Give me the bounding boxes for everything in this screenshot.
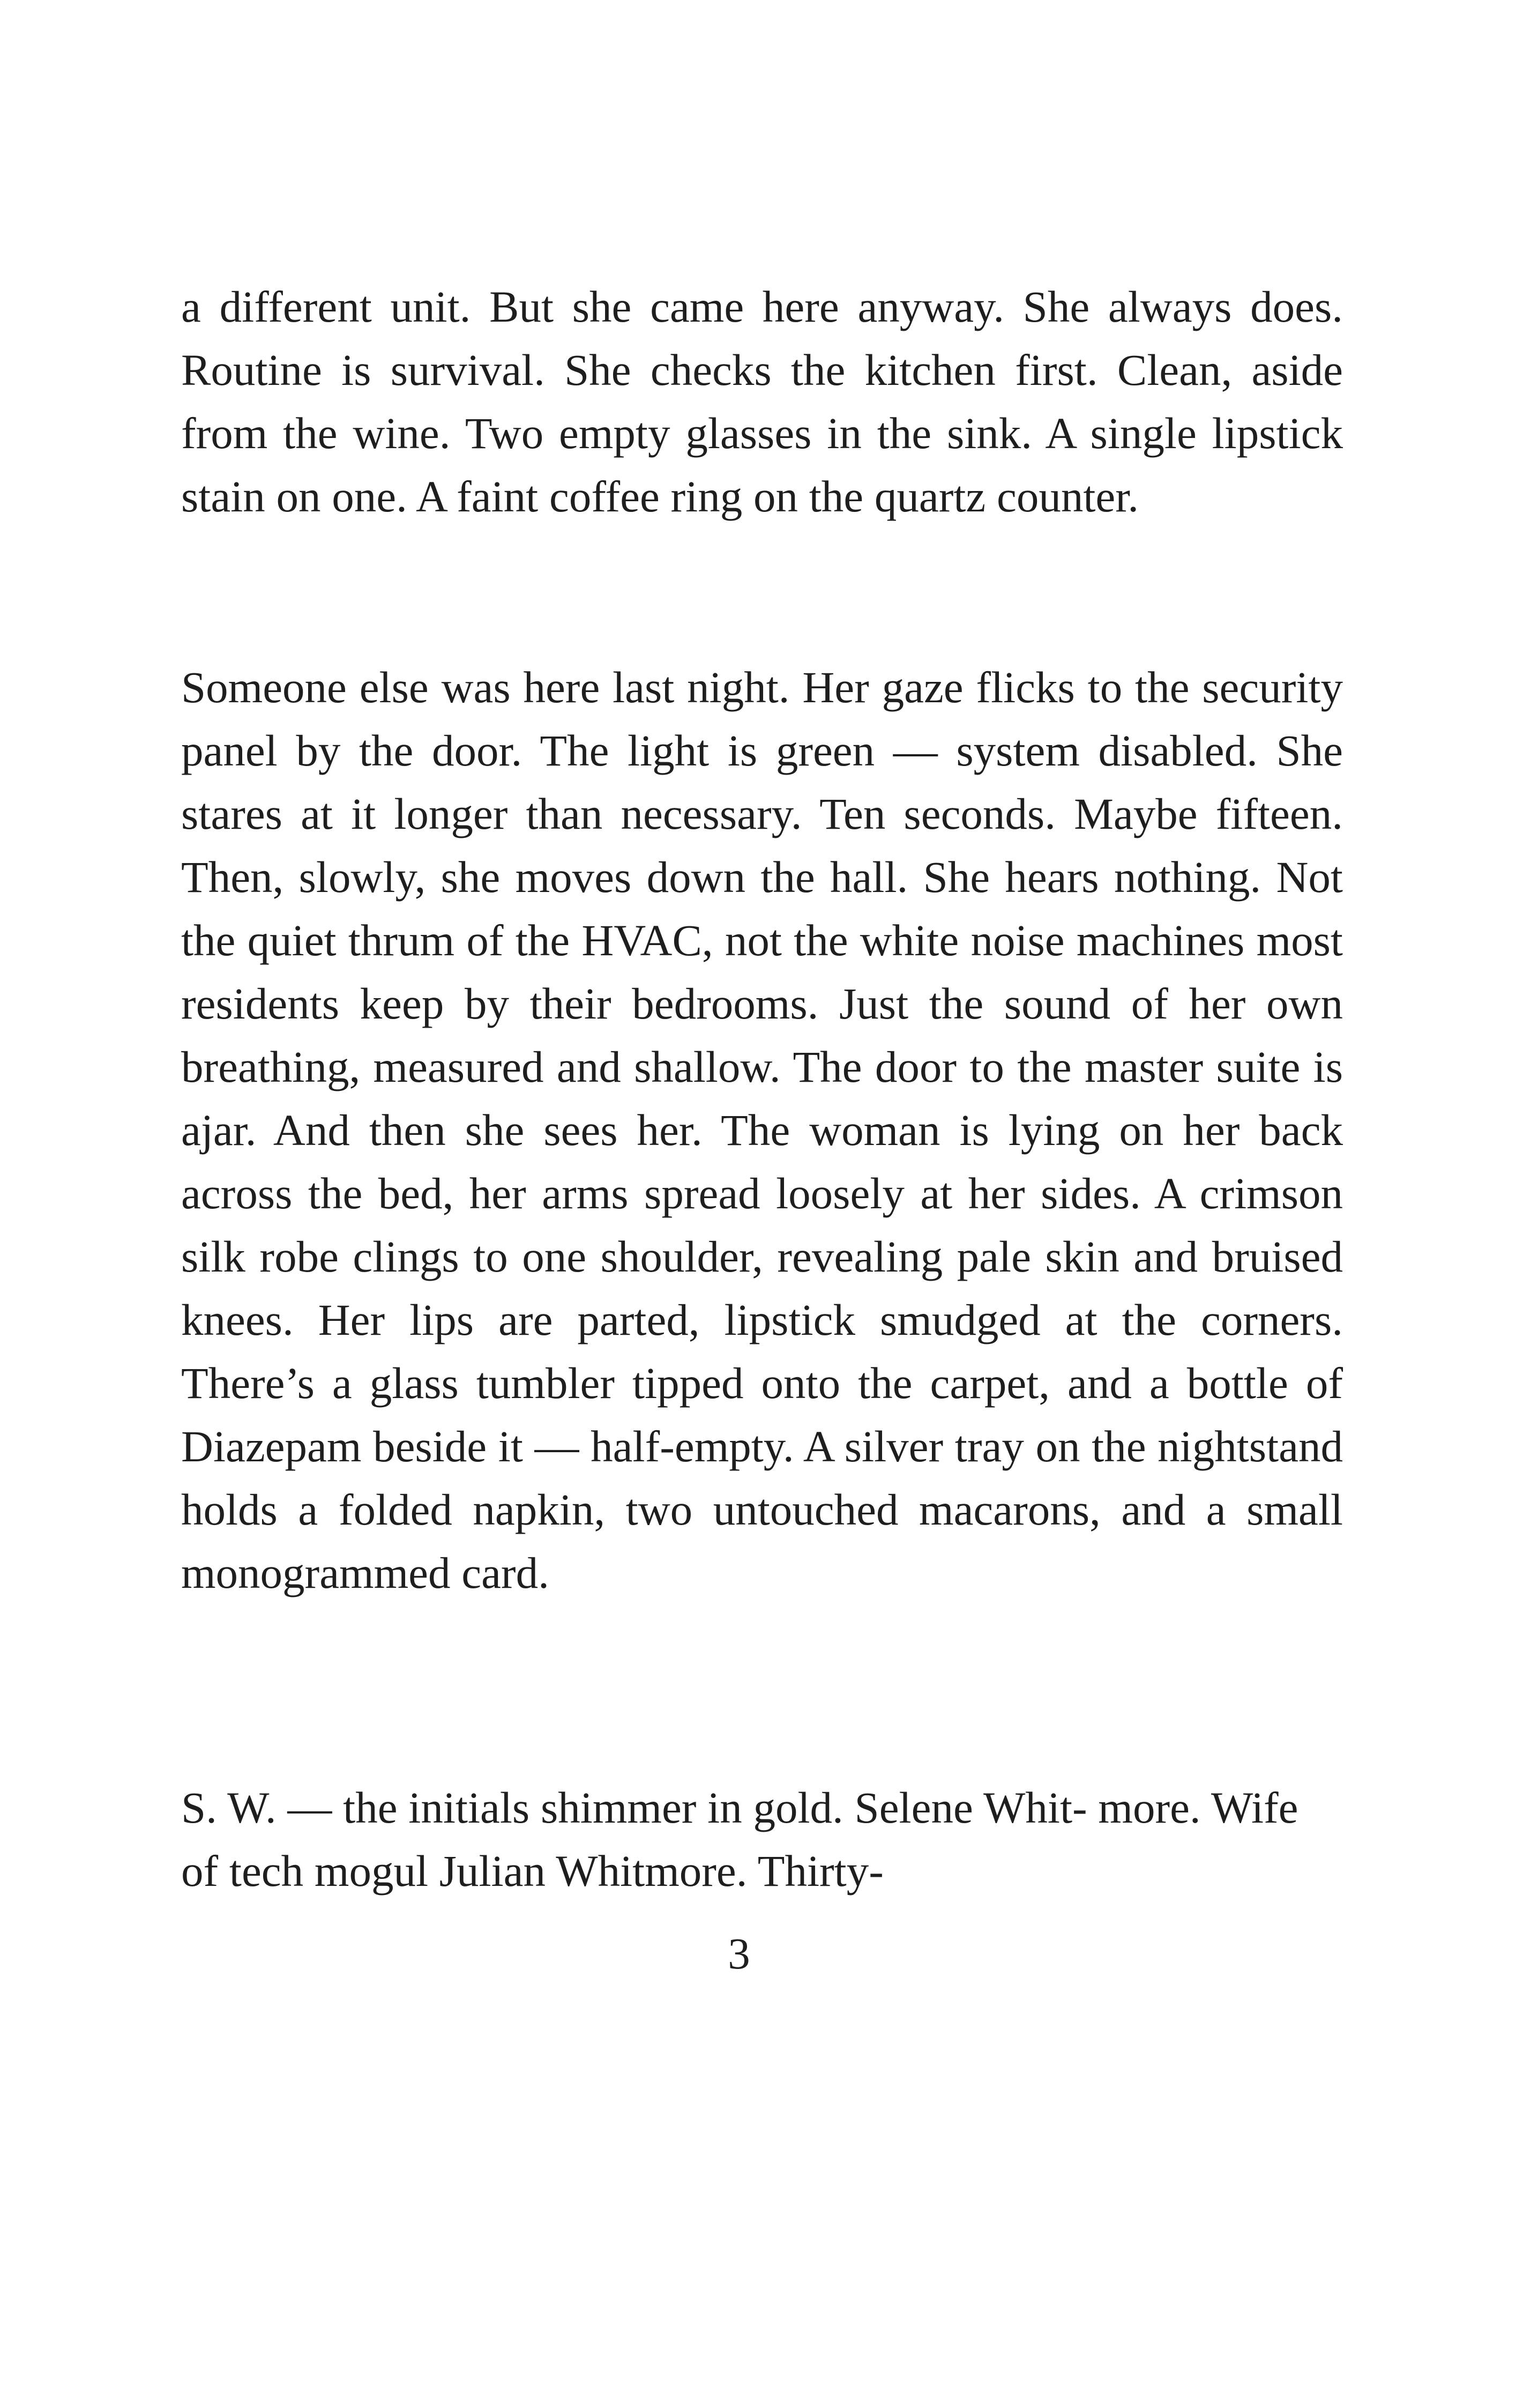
paragraph-2: Someone else was here last night. Her gaze flicks to the security panel by the door. The light is green — system disabled. She stares at it longer than necessary. Ten seconds. Maybe fifteen. Then, slowly, she moves down the hall. She hears nothing. Not the quiet thrum of the HVAC, not the white noise machines most residents keep by their bedrooms. Just the sound of her own breathing, measured and shallow. The door to the master suite is ajar. And then she sees her. The woman is lying on her back across the bed, her arms spread loosely at her sides. A crimson silk robe clings to one shoulder, revealing pale skin and bruised knees. Her lips are parted, lipstick smudged at the corners. There’s a glass tumbler tipped onto the carpet, and a bottle of Diazepam beside it — half-empty. A silver tray on the nightstand holds a folded napkin, two untouched macarons, and a small monogrammed card. <box>181 663 1343 1597</box>
paragraph-1: a different unit. But she came here anyway. She always does. Routine is survival. She checks the kitchen first. Clean, aside from the wine. Two empty glasses in the sink. A single lipstick stain on one. A faint coffee ring on the quartz counter. <box>181 282 1343 521</box>
page-number <box>0 1922 1523 1985</box>
page-number-text: 3 <box>728 1929 750 1978</box>
paragraph-3: S. W. — the initials shimmer in gold. Selene Whit- more. Wife of tech mogul Julian Whitmore. Thirty- <box>181 1783 1298 1896</box>
